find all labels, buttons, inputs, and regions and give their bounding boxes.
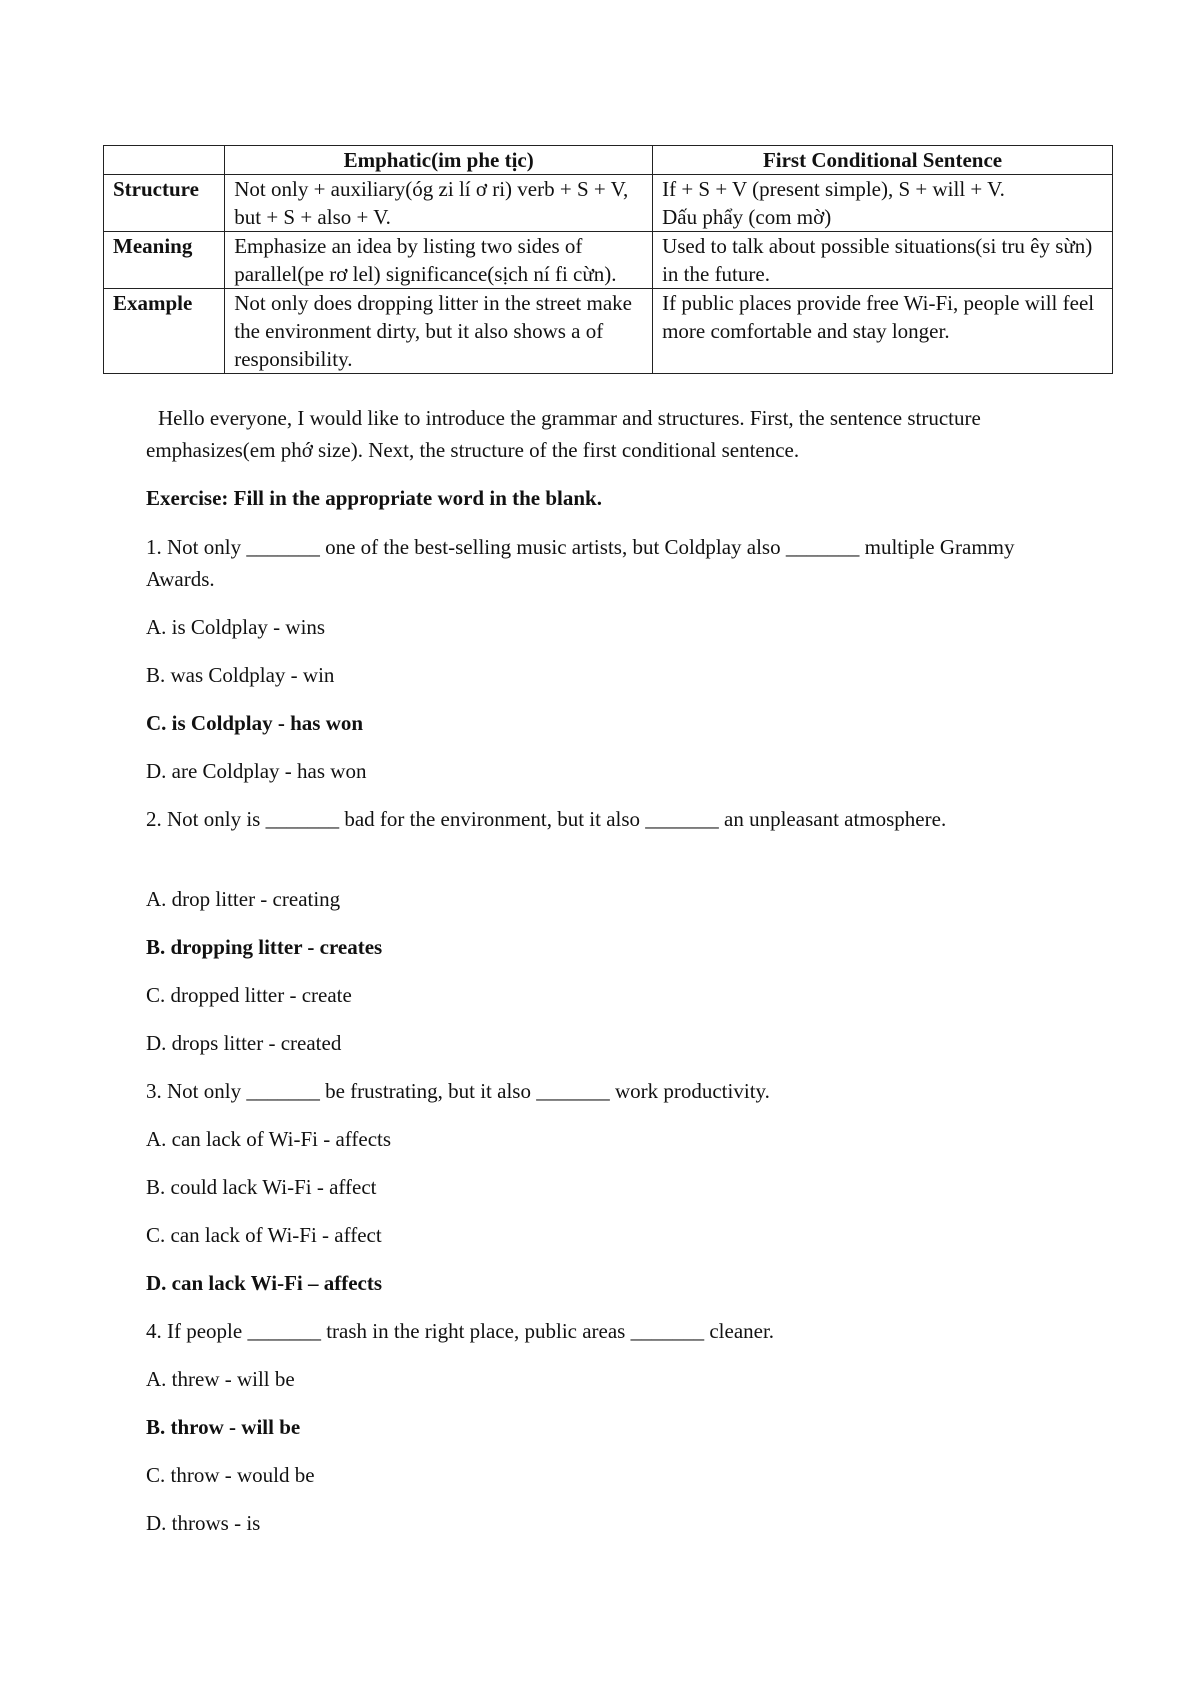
cell-example-emphatic: Not only does dropping litter in the street make the environment dirty, but it also shows a of responsibility. [225, 289, 653, 374]
cell-structure-conditional-line2: Dấu phẩy (com mờ) [662, 205, 832, 229]
question-3-option-a: A. can lack of Wi-Fi - affects [146, 1127, 392, 1151]
table-row [104, 232, 1113, 289]
table-header-row [104, 146, 1113, 175]
question-4-option-a: A. threw - will be [146, 1367, 295, 1391]
table-header-empty [104, 146, 225, 175]
cell-example-conditional: If public places provide free Wi-Fi, people will feel more comfortable and stay longer. [653, 289, 1113, 374]
question-1-option-c: C. is Coldplay - has won [146, 711, 364, 735]
question-1: 1. Not only _______ one of the best-selling music artists, but Coldplay also _______ multiple Grammy Awards. [146, 535, 1015, 591]
cell-meaning-conditional: Used to talk about possible situations(si tru êy sừn) in the future. [653, 232, 1113, 289]
cell-structure-conditional-line1: If + S + V (present simple), S + will + V. [662, 177, 1005, 201]
question-2-option-a: A. drop litter - creating [146, 887, 341, 911]
table-row [104, 289, 1113, 374]
cell-meaning-emphatic: Emphasize an idea by listing two sides of parallel(pe rơ lel) significance(sịch ní fi cừn). [225, 232, 653, 289]
question-4-option-b: B. throw - will be [146, 1415, 301, 1439]
cell-structure-emphatic: Not only + auxiliary(óg zi lí ơ ri) verb + S + V, but + S + also + V. [225, 175, 653, 232]
cell-structure-conditional [653, 175, 1113, 232]
question-3-option-b: B. could lack Wi-Fi - affect [146, 1175, 377, 1199]
table-row [104, 175, 1113, 232]
question-3: 3. Not only _______ be frustrating, but it also _______ work productivity. [146, 1079, 770, 1103]
question-2-option-d: D. drops litter - created [146, 1031, 342, 1055]
row-label-meaning: Meaning [104, 232, 225, 289]
question-3-option-c: C. can lack of Wi-Fi - affect [146, 1223, 382, 1247]
table-header-emphatic: Emphatic(im phe tịc) [225, 146, 653, 175]
question-3-option-d: D. can lack Wi-Fi – affects [146, 1271, 383, 1295]
exercise-title: Exercise: Fill in the appropriate word in the blank. [146, 486, 602, 510]
question-2-option-b: B. dropping litter - creates [146, 935, 383, 959]
question-4: 4. If people _______ trash in the right place, public areas _______ cleaner. [146, 1319, 775, 1343]
intro-paragraph: Hello everyone, I would like to introduce the grammar and structures. First, the sentence structure emphasizes(em phớ size). Next, the structure of the first conditional sentence. [146, 406, 981, 462]
question-2: 2. Not only is _______ bad for the environment, but it also _______ an unpleasant atmosphere. [146, 807, 947, 831]
question-1-option-d: D. are Coldplay - has won [146, 759, 367, 783]
row-label-example: Example [104, 289, 225, 374]
question-1-option-b: B. was Coldplay - win [146, 663, 335, 687]
table-header-conditional: First Conditional Sentence [653, 146, 1113, 175]
question-4-option-d: D. throws - is [146, 1511, 261, 1535]
question-4-option-c: C. throw - would be [146, 1463, 315, 1487]
question-2-option-c: C. dropped litter - create [146, 983, 352, 1007]
row-label-structure: Structure [104, 175, 225, 232]
grammar-table [103, 145, 1113, 374]
question-1-option-a: A. is Coldplay - wins [146, 615, 326, 639]
